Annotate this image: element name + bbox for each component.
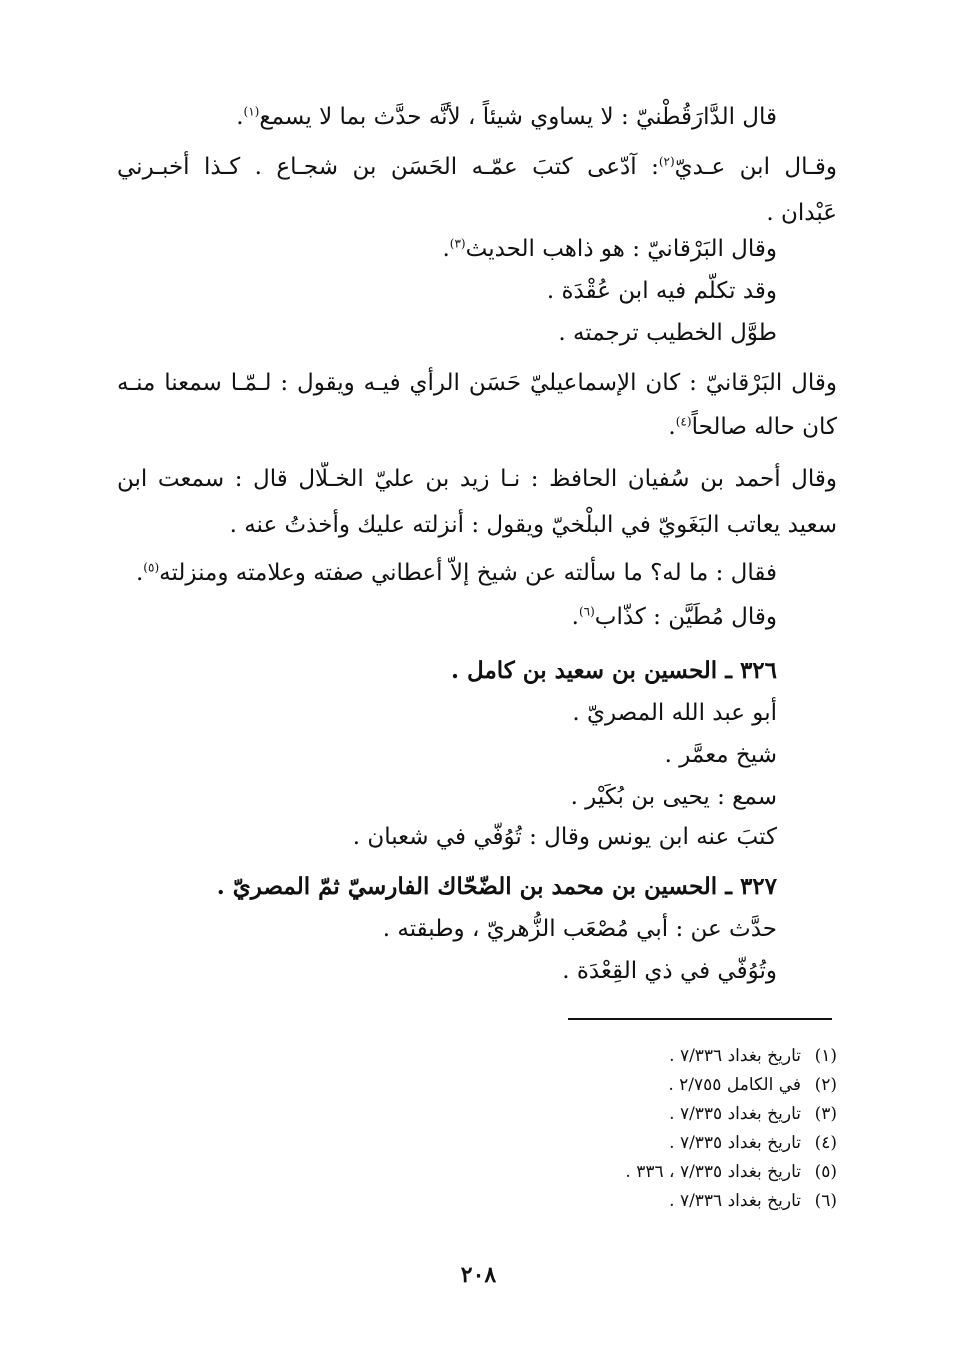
footnote (669, 1187, 837, 1215)
footnote (669, 1100, 837, 1128)
footnote-ref: (٢) (658, 154, 675, 169)
footnote-text: تاريخ بغداد ٧/٣٣٦ . (669, 1046, 801, 1066)
footnote-number: (٢) (814, 1075, 837, 1095)
footnote-number: (٥) (814, 1162, 837, 1182)
footnote (668, 1071, 837, 1099)
footnote-separator (568, 1018, 832, 1020)
footnote-number: (٦) (814, 1191, 837, 1211)
text-line: حدَّث عن : أبي مُصْعَب الزُّهريّ ، وطبقته . (382, 916, 777, 942)
text-line: وقـال ابن عـديّ$^{(٢)}$: آدّعى كتبَ عمّـه الحَسَن بن شجـاع . كـذا أخبـرني (117, 154, 837, 180)
footnote-ref: (٤) (675, 414, 692, 429)
footnote-ref: (٦) (578, 604, 595, 619)
text-line: عَبْدان . (766, 200, 837, 226)
text-line: وتُوُفّي في ذي القِعْدَة . (562, 958, 777, 984)
footnote (669, 1129, 837, 1157)
footnote-number: (٣) (814, 1104, 837, 1124)
entry-heading: ٣٢٧ ـ الحسين بن محمد بن الضّحّاك الفارسيّ ثمّ المصريّ . (216, 873, 777, 900)
text-line: وقال البَرْقانيّ : هو ذاهب الحديث$^{(٣)}$. (442, 236, 777, 262)
footnote-text: في الكامل ٢/٧٥٥ . (668, 1075, 801, 1095)
text-line: وقد تكلّم فيه ابن عُقْدَة . (546, 278, 777, 304)
entry-heading: ٣٢٦ ـ الحسين بن سعيد بن كامل . (451, 657, 777, 684)
footnote-ref: (١) (243, 104, 260, 119)
text-line: سعيد يعاتب البَغَويّ في البلْخيّ ويقول : أنزلته عليك وأخذتُ عنه . (229, 512, 837, 538)
footnote (625, 1158, 837, 1186)
footnote-text: تاريخ بغداد ٧/٣٣٥ ، ٣٣٦ . (625, 1162, 801, 1182)
text-line: كتبَ عنه ابن يونس وقال : تُوُفّي في شعبان . (352, 824, 777, 850)
footnote-ref: (٣) (449, 236, 466, 251)
footnote-ref: (٥) (143, 560, 160, 575)
text-line: شيخ معمَّر . (664, 742, 777, 768)
footnote-text: تاريخ بغداد ٧/٣٣٥ . (669, 1104, 801, 1124)
page-number: ٢٠٨ (460, 1262, 497, 1288)
text-line: فقال : ما له؟ ما سألته عن شيخ إلاّ أعطاني صفته وعلامته ومنزلته$^{(٥)}$. (135, 560, 777, 586)
text-line: وقال مُطَيَّن : كذّاب$^{(٦)}$. (571, 604, 777, 630)
text-line: سمع : يحيى بن بُكَيْر . (570, 784, 777, 810)
text-line: وقال أحمد بن سُفيان الحافظ : نـا زيد بن عليّ الخـلّال قال : سمعت ابن (117, 466, 837, 492)
footnote (669, 1042, 837, 1070)
footnote-text: تاريخ بغداد ٧/٣٣٦ . (669, 1191, 801, 1211)
text-line: كان حاله صالحاً$^{(٤)}$. (668, 414, 837, 440)
text-line: طوَّل الخطيب ترجمته . (558, 320, 777, 346)
footnote-number: (١) (814, 1046, 837, 1066)
footnote-text: تاريخ بغداد ٧/٣٣٥ . (669, 1133, 801, 1153)
text-line: قال الدَّارَقُطْنيّ : لا يساوي شيئاً ، لأنَّه حدَّث بما لا يسمع$^{(١)}$. (236, 104, 777, 130)
text-line: أبو عبد الله المصريّ . (572, 700, 777, 726)
text-line: وقال البَرْقانيّ : كان الإسماعيليّ حَسَن الرأي فيـه ويقول : لـمّـا سمعنا منـه (117, 370, 837, 396)
footnote-number: (٤) (814, 1133, 837, 1153)
